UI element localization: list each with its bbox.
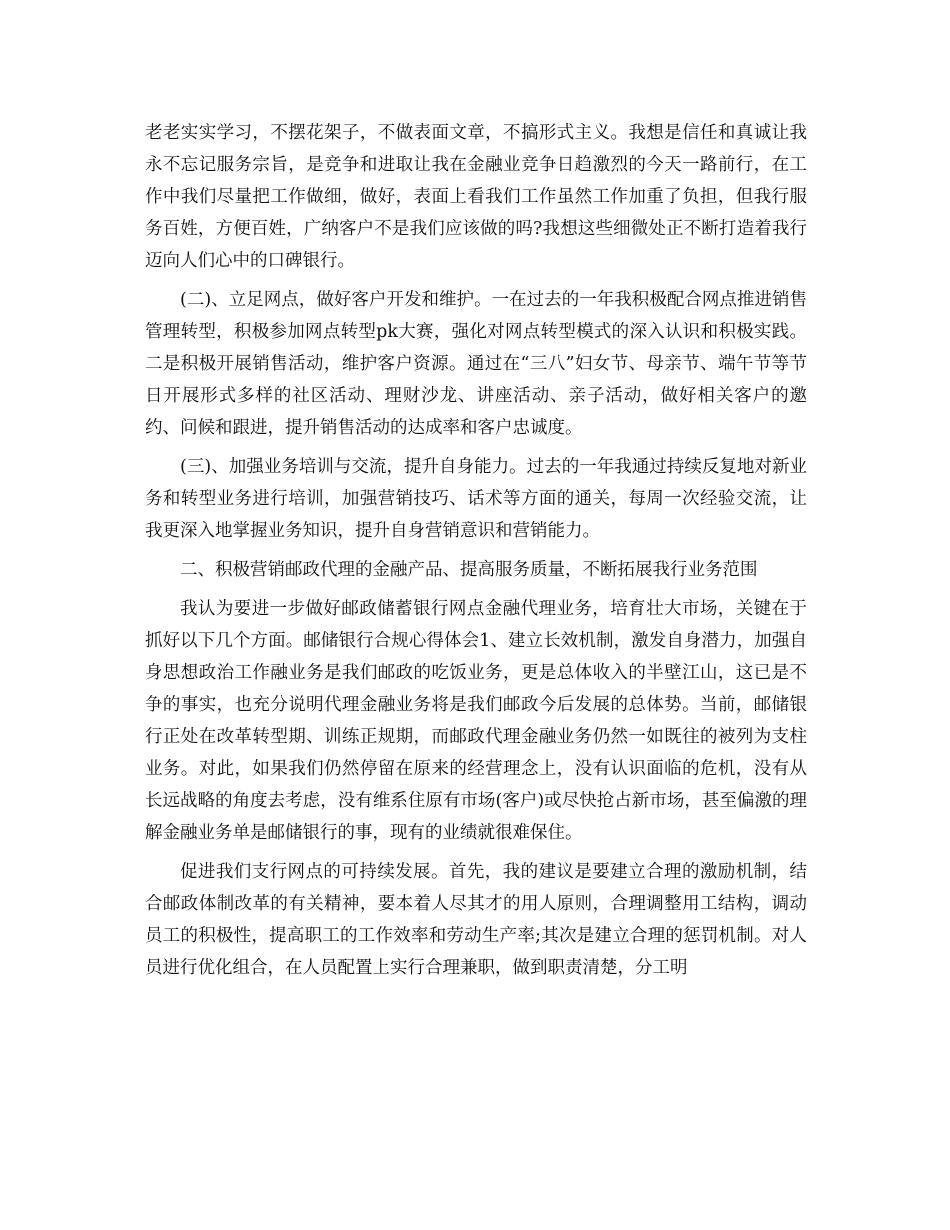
paragraph-3: (三)、加强业务培训与交流，提升自身能力。过去的一年我通过持续反复地对新业务和转型业务进行培训，加强营销技巧、话术等方面的通关，每周一次经验交流，让我更深入地掌握业务知识，提升自身营销意识和营销能力。 xyxy=(145,457,807,541)
paragraph-5: 促进我们支行网点的可持续发展。首先，我的建议是要建立合理的激励机制，结合邮政体制改革的有关精神，要本着人尽其才的用人原则，合理调整用工结构，调动员工的积极性，提高职工的工作效率和劳动生产率;其次是建立合理的惩罚机制。对人员进行优化组合，在人员配置上实行合理兼职，做到职责清楚，分工明 xyxy=(145,862,807,978)
paragraph-2: (二)、立足网点，做好客户开发和维护。一在过去的一年我积极配合网点推进销售管理转型，积极参加网点转型pk大赛，强化对网点转型模式的深入认识和积极实践。二是积极开展销售活动，维护客户资源。通过在“三八”妇女节、母亲节、端午节等节日开展形式多样的社区活动、理财沙龙、讲座活动、亲子活动，做好相关客户的邀约、问候和跟进，提升销售活动的达成率和客户忠诚度。 xyxy=(145,290,807,438)
document-body xyxy=(145,117,807,991)
section-heading: 二、积极营销邮政代理的金融产品、提高服务质量，不断拓展我行业务范围 xyxy=(180,560,758,580)
paragraph-1: 老老实实学习，不摆花架子，不做表面文章，不搞形式主义。我想是信任和真诚让我永不忘记服务宗旨，是竞争和进取让我在金融业竞争日趋激烈的今天一路前行，在工作中我们尽量把工作做细，做好，表面上看我们工作虽然工作加重了负担，但我行服务百姓，方便百姓，广纳客户不是我们应该做的吗?我想这些细微处正不断打造着我行迈向人们心中的口碑银行。 xyxy=(145,123,807,271)
paragraph-4: 我认为要进一步做好邮政储蓄银行网点金融代理业务，培育壮大市场，关键在于抓好以下几个方面。邮储银行合规心得体会1、建立长效机制，激发自身潜力，加强自身思想政治工作融业务是我们邮政的吃饭业务，更是总体收入的半壁江山，这已是不争的事实，也充分说明代理金融业务将是我们邮政今后发展的总体势。当前，邮储银行正处在改革转型期、训练正规期，而邮政代理金融业务仍然一如既往的被列为支柱业务。对此，如果我们仍然停留在原来的经营理念上，没有认识面临的危机，没有从长远战略的角度去考虑，没有维系住原有市场(客户)或尽快抢占新市场，甚至偏激的理解金融业务单是邮储银行的事，现有的业绩就很难保住。 xyxy=(145,599,807,843)
